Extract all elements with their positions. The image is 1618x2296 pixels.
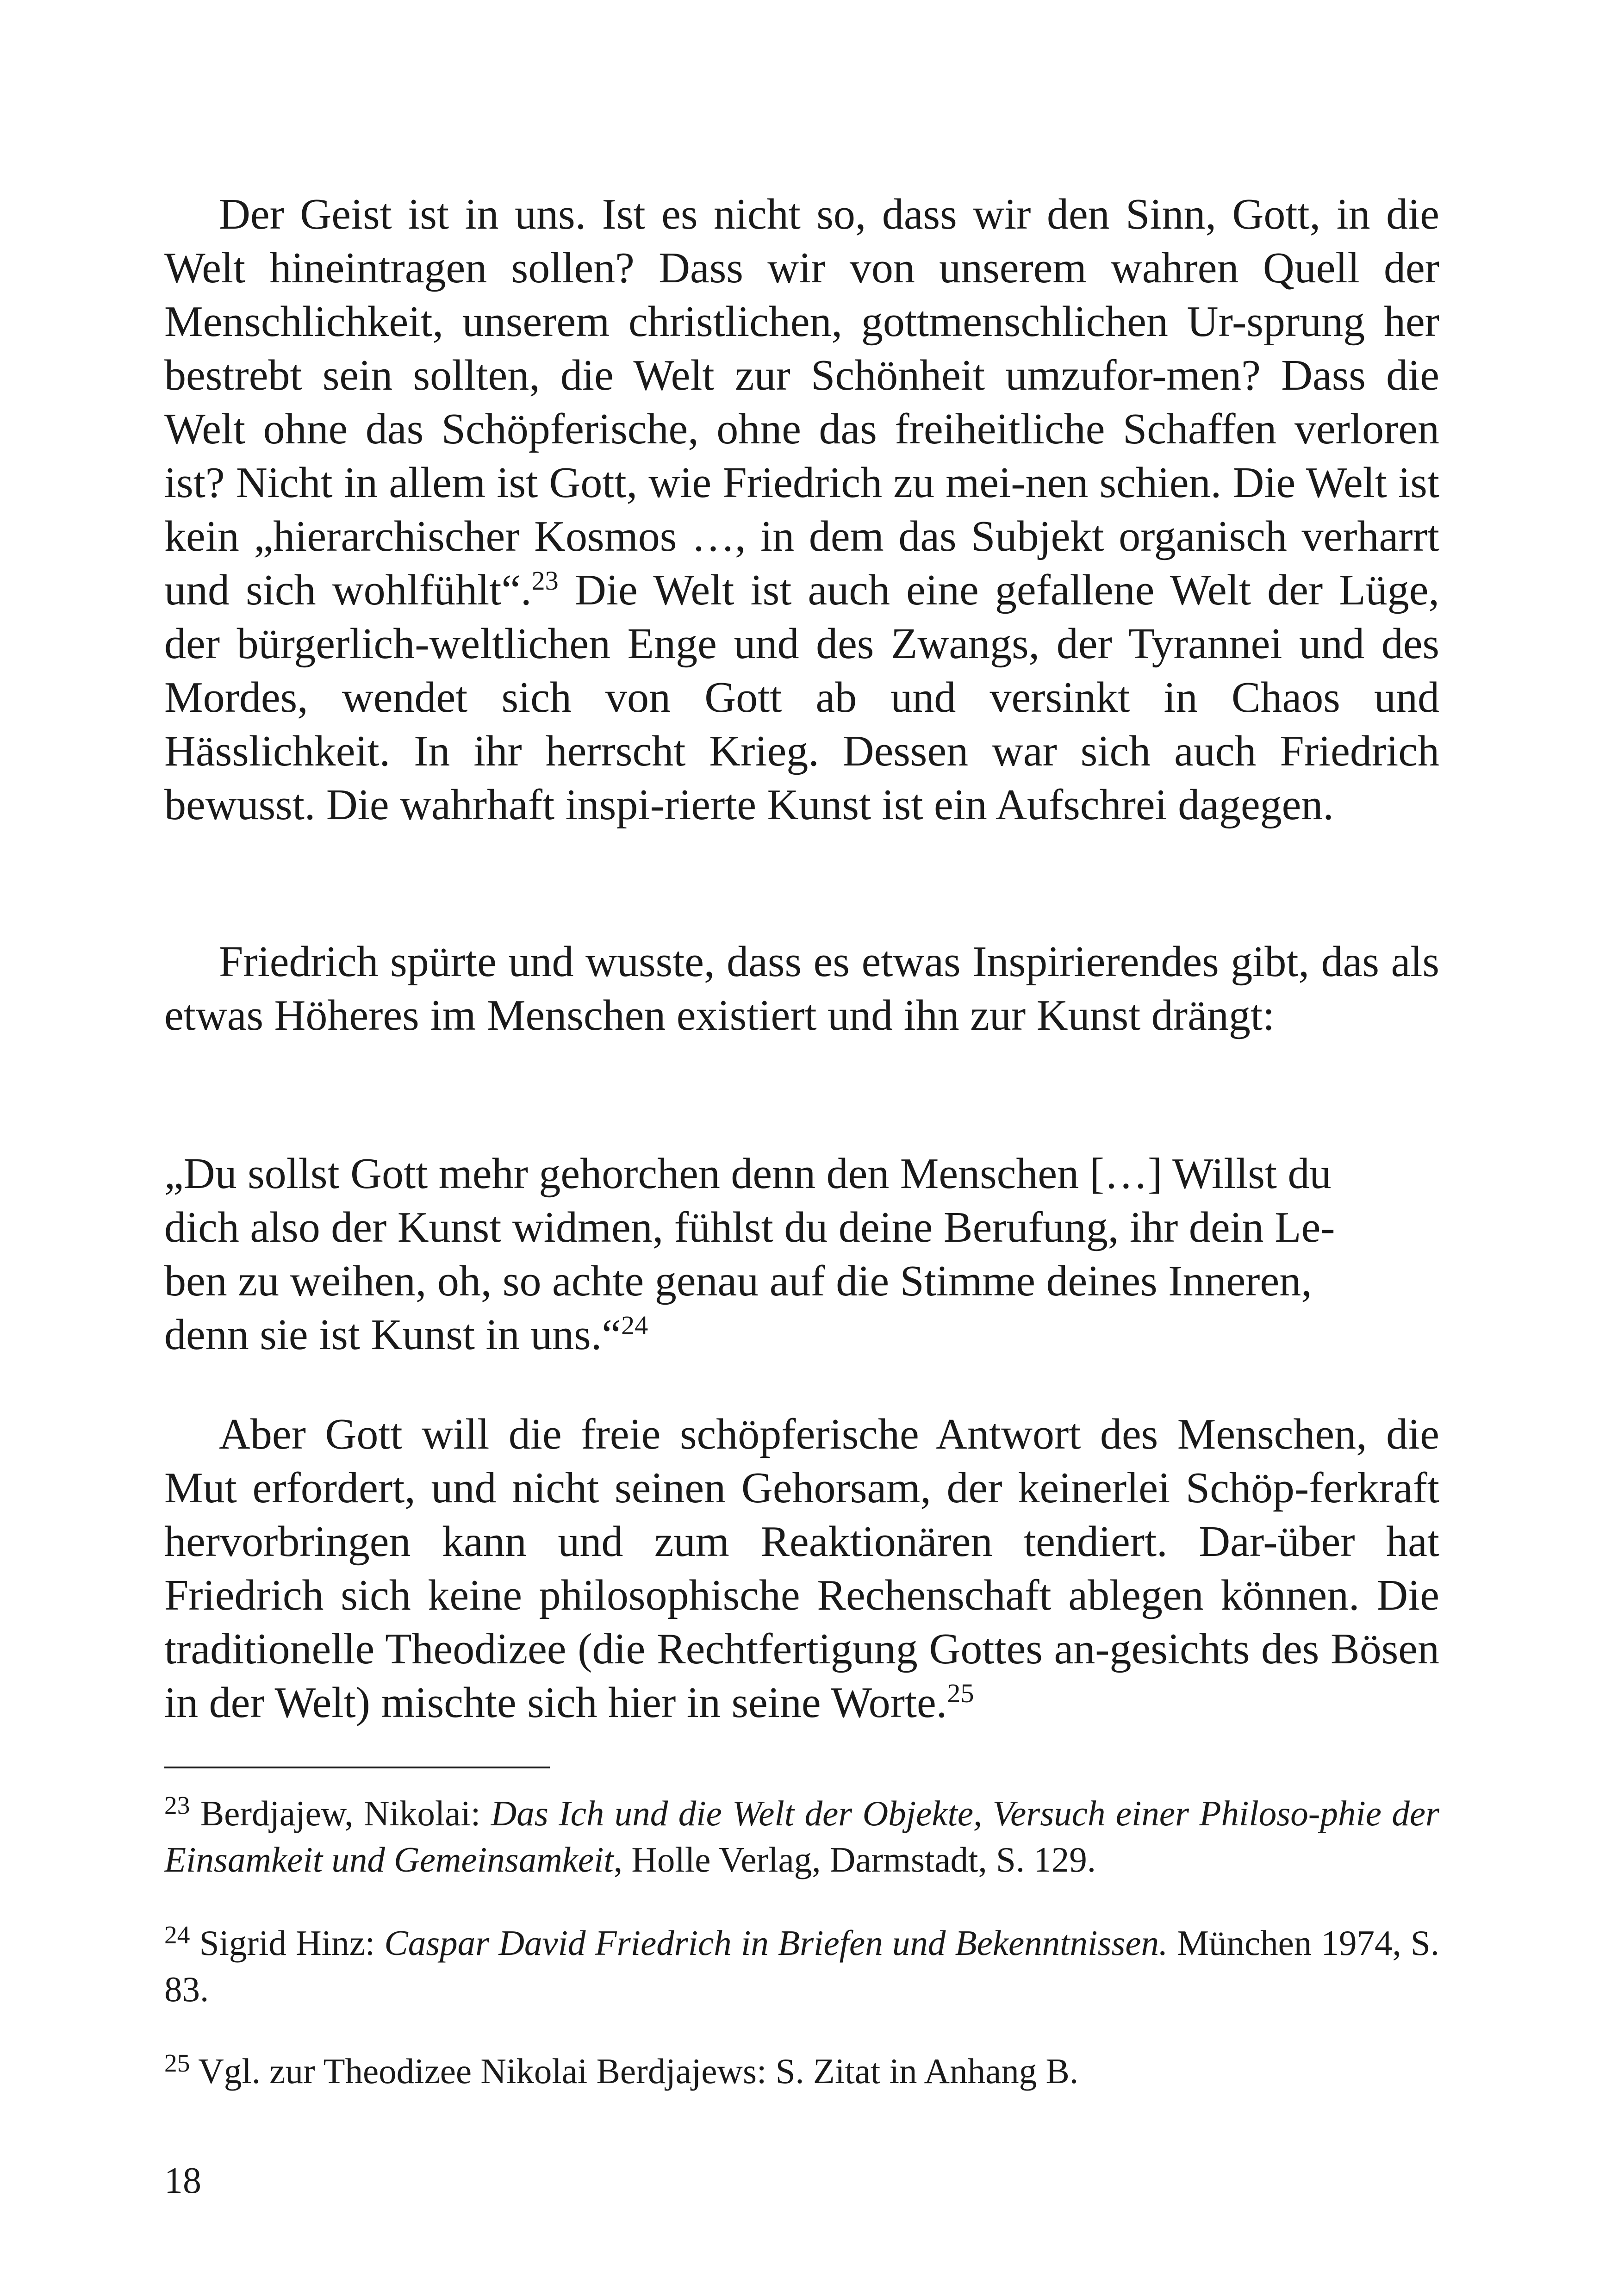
footnote-25 — [164, 2048, 1439, 2094]
footnote-text: Vgl. zur Theodizee Nikolai Berdjajews: S. Zitat in Anhang B. — [198, 2051, 1079, 2091]
paragraph-3 — [164, 1407, 1439, 1730]
quote-line-4 — [164, 1308, 1414, 1362]
footnote-suffix: , Holle Verlag, Darmstadt, S. 129. — [613, 1840, 1096, 1879]
footnote-title: Caspar David Friedrich in Briefen und Bekenntnissen. — [384, 1923, 1168, 1963]
footnote-prefix: Berdjajew, Nikolai: — [200, 1793, 491, 1833]
quote-line-2: dich also der Kunst widmen, fühlst du deine Berufung, ihr dein Le- — [164, 1203, 1335, 1251]
footnote-23 — [164, 1790, 1439, 1883]
main-text — [164, 187, 1439, 832]
paragraph-1-text-cont: Die Welt ist auch eine gefallene Welt der Lüge, der bürgerlich-weltlichen Enge und des Zwangs, der Tyrannei und des Mordes, wendet sich von Gott ab und versinkt in Chaos und Hässlichkeit. In ihr herrscht Krieg. Dessen war sich auch Friedrich bewusst. Die wahrhaft inspi-rierte Kunst ist ein Aufschrei dagegen. — [164, 566, 1439, 829]
paragraph-2: Friedrich spürte und wusste, dass es etwas Inspirierendes gibt, das als etwas Höheres im Menschen existiert und ihn zur Kunst drängt: — [164, 938, 1439, 1039]
quote-line-4-text: denn sie ist Kunst in uns.“ — [164, 1311, 621, 1359]
footnote-prefix: Sigrid Hinz: — [199, 1923, 385, 1963]
block-quote — [164, 1147, 1414, 1362]
paragraph-1-text: Der Geist ist in uns. Ist es nicht so, dass wir den Sinn, Gott, in die Welt hineintragen sollen? Dass wir von unserem wahren Quell der Menschlichkeit, unserem christlichen, gottmenschlichen Ur-sprung her bestrebt sein sollten, die Welt zur Schönheit umzufor-men? Dass die Welt ohne das Schöpferische, ohne das freiheitliche Schaffen verloren ist? Nicht in allem ist Gott, wie Friedrich zu mei-nen schien. Die Welt ist kein „hierarchischer Kosmos …, in dem das Subjekt organisch verharrt und sich wohlfühlt“. — [164, 190, 1439, 614]
main-text-2 — [164, 935, 1439, 1042]
footnote-number: 24 — [164, 1921, 190, 1949]
main-text-3 — [164, 1407, 1439, 1730]
footnote-ref-23[interactable]: 23 — [531, 565, 559, 596]
footnote-title: Das Ich und die Welt der Objekte, Versuch einer Philoso-phie der Einsamkeit und Gemeinsamkeit — [164, 1793, 1439, 1879]
footnote-number: 23 — [164, 1791, 190, 1820]
footnote-24 — [164, 1920, 1439, 2012]
paragraph-3-text: Aber Gott will die freie schöpferische Antwort des Menschen, die Mut erfordert, und nicht seinen Gehorsam, der keinerlei Schöp-ferkraft hervorbringen kann und zum Reaktionären tendiert. Dar-über hat Friedrich sich keine philosophische Rechenschaft ablegen können. Die traditionelle Theodizee (die Rechtfertigung Gottes an-gesichts des Bösen in der Welt) mischte sich hier in seine Worte. — [164, 1410, 1439, 1727]
footnote-separator — [164, 1767, 550, 1768]
quote-line-3: ben zu weihen, oh, so achte genau auf die Stimme deines Inneren, — [164, 1257, 1312, 1305]
paragraph-1 — [164, 187, 1439, 832]
page-number: 18 — [164, 2160, 201, 2201]
footnote-ref-24[interactable]: 24 — [621, 1310, 648, 1340]
footnote-number: 25 — [164, 2049, 190, 2078]
footnote-suffix: München 1974, S. 83. — [164, 1923, 1440, 2009]
quote-line-1: „Du sollst Gott mehr gehorchen denn den Menschen […] Willst du — [164, 1150, 1332, 1198]
footnote-ref-25[interactable]: 25 — [947, 1678, 974, 1708]
